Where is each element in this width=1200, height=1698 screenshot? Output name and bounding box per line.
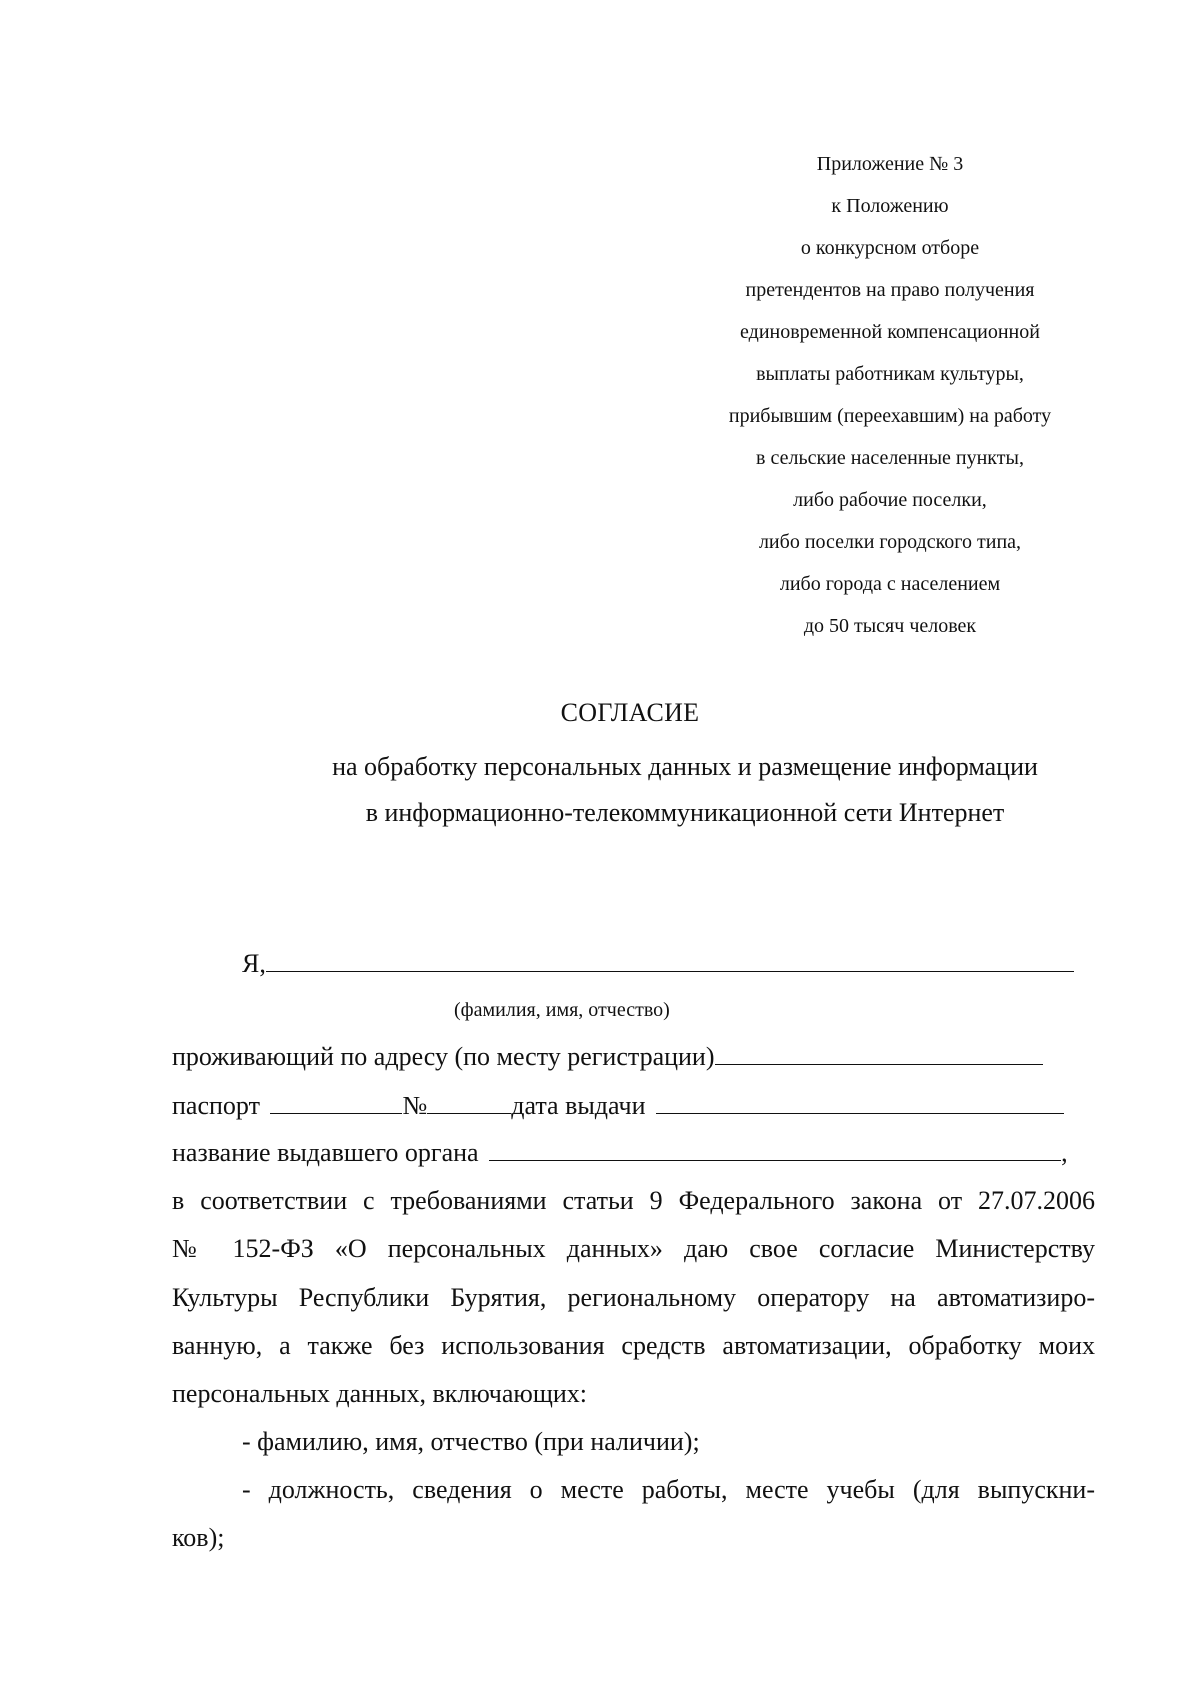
appendix-line: претендентов на право получения (745, 279, 1035, 301)
address-row (172, 1033, 1043, 1081)
issuer-blank[interactable] (489, 1138, 1061, 1161)
appendix-header (650, 143, 1130, 647)
appendix-line: выплаты работникам культуры, (756, 363, 1024, 385)
passport-series-blank[interactable] (270, 1091, 402, 1114)
passport-row (172, 1082, 1064, 1130)
document-title: СОГЛАСИЕ (560, 698, 700, 727)
fio-row (242, 940, 1074, 988)
issue-date-label: дата выдачи (511, 1091, 646, 1120)
appendix-line: прибывшим (переехавшим) на работу (728, 405, 1052, 427)
fio-blank[interactable] (266, 949, 1074, 972)
passport-label: паспорт (172, 1091, 260, 1120)
list-item: - должность, сведения о месте работы, месте учебы (для выпускни- (242, 1475, 1095, 1504)
appendix-line: в сельские населенные пункты, (756, 447, 1024, 469)
paragraph-line: № 152-ФЗ «О персональных данных» даю свое согласие Министерству (172, 1234, 1095, 1263)
fio-caption: (фамилия, имя, отчество) (454, 999, 670, 1021)
address-label: проживающий по адресу (по месту регистрации) (172, 1042, 715, 1071)
issuer-row (172, 1129, 1068, 1177)
appendix-line: либо рабочие поселки, (793, 489, 987, 511)
list-item-continuation: ков); (172, 1523, 225, 1552)
issue-date-blank[interactable] (656, 1091, 1064, 1114)
appendix-line: Приложение № 3 (816, 153, 964, 175)
appendix-line: либо поселки городского типа, (758, 531, 1022, 553)
number-label: № (402, 1091, 428, 1120)
list-item: - фамилию, имя, отчество (при наличии); (242, 1427, 700, 1456)
appendix-line: о конкурсном отборе (800, 237, 980, 259)
issuer-label: название выдавшего органа (172, 1138, 479, 1167)
appendix-line: единовременной компенсационной (740, 321, 1040, 343)
appendix-line: к Положению (831, 195, 949, 217)
paragraph-line: персональных данных, включающих: (172, 1379, 587, 1408)
paragraph-line: в соответствии с требованиями статьи 9 Федерального закона от 27.07.2006 (172, 1186, 1095, 1215)
document-subtitle (0, 744, 1200, 836)
passport-number-blank[interactable] (427, 1091, 511, 1114)
appendix-line: либо города с населением (779, 573, 1001, 595)
i-label: Я, (242, 949, 266, 978)
subtitle-line-2: в информационно-телекоммуникационной сети Интернет (365, 798, 1005, 827)
issuer-trailing-comma: , (1061, 1138, 1068, 1167)
paragraph-line: Культуры Республики Бурятия, региональному оператору на автоматизиро- (172, 1283, 1095, 1312)
appendix-line: до 50 тысяч человек (803, 615, 977, 637)
subtitle-line-1: на обработку персональных данных и размещение информации (332, 752, 1038, 781)
paragraph-line: ванную, а также без использования средств автоматизации, обработку моих (172, 1331, 1095, 1360)
address-blank[interactable] (715, 1042, 1043, 1065)
